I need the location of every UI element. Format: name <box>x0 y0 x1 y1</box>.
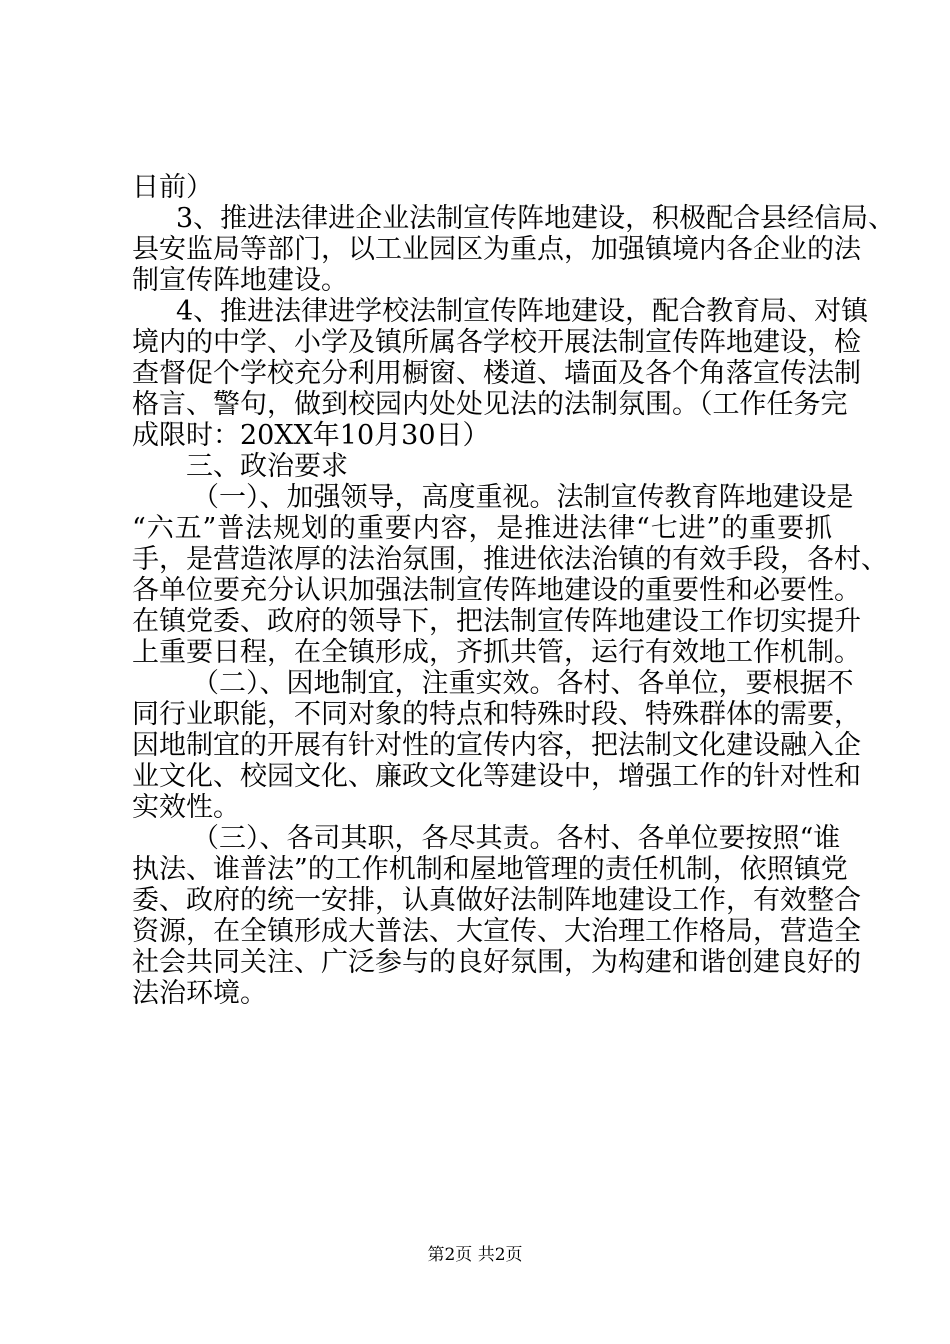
text-line: 业文化、校园文化、廉政文化等建设中，增强工作的针对性和 <box>132 761 861 792</box>
document-body <box>132 172 896 1009</box>
text-line: 因地制宜的开展有针对性的宣传内容，把法制文化建设融入企 <box>132 730 861 761</box>
page-number: 第2页 共2页 <box>427 1245 523 1265</box>
text-line: 同行业职能，不同对象的特点和特殊时段、特殊群体的需要， <box>132 699 861 730</box>
text-line: 日前） <box>132 172 213 203</box>
text-line: （二）、因地制宜，注重实效。各村、各单位，要根据不 <box>192 668 854 699</box>
text-line: 执法、谁普法”的工作机制和屋地管理的责任机制，依照镇党 <box>132 854 848 885</box>
text-line: 资源，在全镇形成大普法、大宣传、大治理工作格局，营造全 <box>132 916 861 947</box>
text-line: （三）、各司其职，各尽其责。各村、各单位要按照“谁 <box>192 823 841 854</box>
text-line: 境内的中学、小学及镇所属各学校开展法制宣传阵地建设，检 <box>132 327 861 358</box>
text-line: 社会共同关注、广泛参与的良好氛围，为构建和谐创建良好的 <box>132 947 861 978</box>
text-line: （一）、加强领导，高度重视。法制宣传教育阵地建设是 <box>192 482 854 513</box>
text-line: 实效性。 <box>132 792 240 823</box>
text-line: 查督促个学校充分利用橱窗、楼道、墙面及各个角落宣传法制 <box>132 358 861 389</box>
text-line: 在镇党委、政府的领导下，把法制宣传阵地建设工作切实提升 <box>132 606 861 637</box>
section-heading: 三、政治要求 <box>186 451 348 482</box>
text-line: 县安监局等部门，以工业园区为重点，加强镇境内各企业的法 <box>132 234 861 265</box>
text-line: 4、推进法律进学校法制宣传阵地建设，配合教育局、对镇 <box>176 296 869 327</box>
text-line: 法治环境。 <box>132 978 267 1009</box>
text-line: 制宣传阵地建设。 <box>132 265 348 296</box>
text-line: 格言、警句，做到校园内处处见法的法制氛围。（工作任务完 <box>132 389 848 420</box>
text-line: 手，是营造浓厚的法治氛围，推进依法治镇的有效手段，各村、 <box>132 544 888 575</box>
text-line: 3、推进法律进企业法制宣传阵地建设，积极配合县经信局、 <box>176 203 896 234</box>
text-line: 各单位要充分认识加强法制宣传阵地建设的重要性和必要性。 <box>132 575 861 606</box>
text-line: 委、政府的统一安排，认真做好法制阵地建设工作，有效整合 <box>132 885 861 916</box>
text-line: 上重要日程，在全镇形成，齐抓共管，运行有效地工作机制。 <box>132 637 861 668</box>
text-line: “六五”普法规划的重要内容，是推进法律“七进”的重要抓 <box>132 513 832 544</box>
text-line: 成限时：20XX年10月30日） <box>132 420 490 451</box>
